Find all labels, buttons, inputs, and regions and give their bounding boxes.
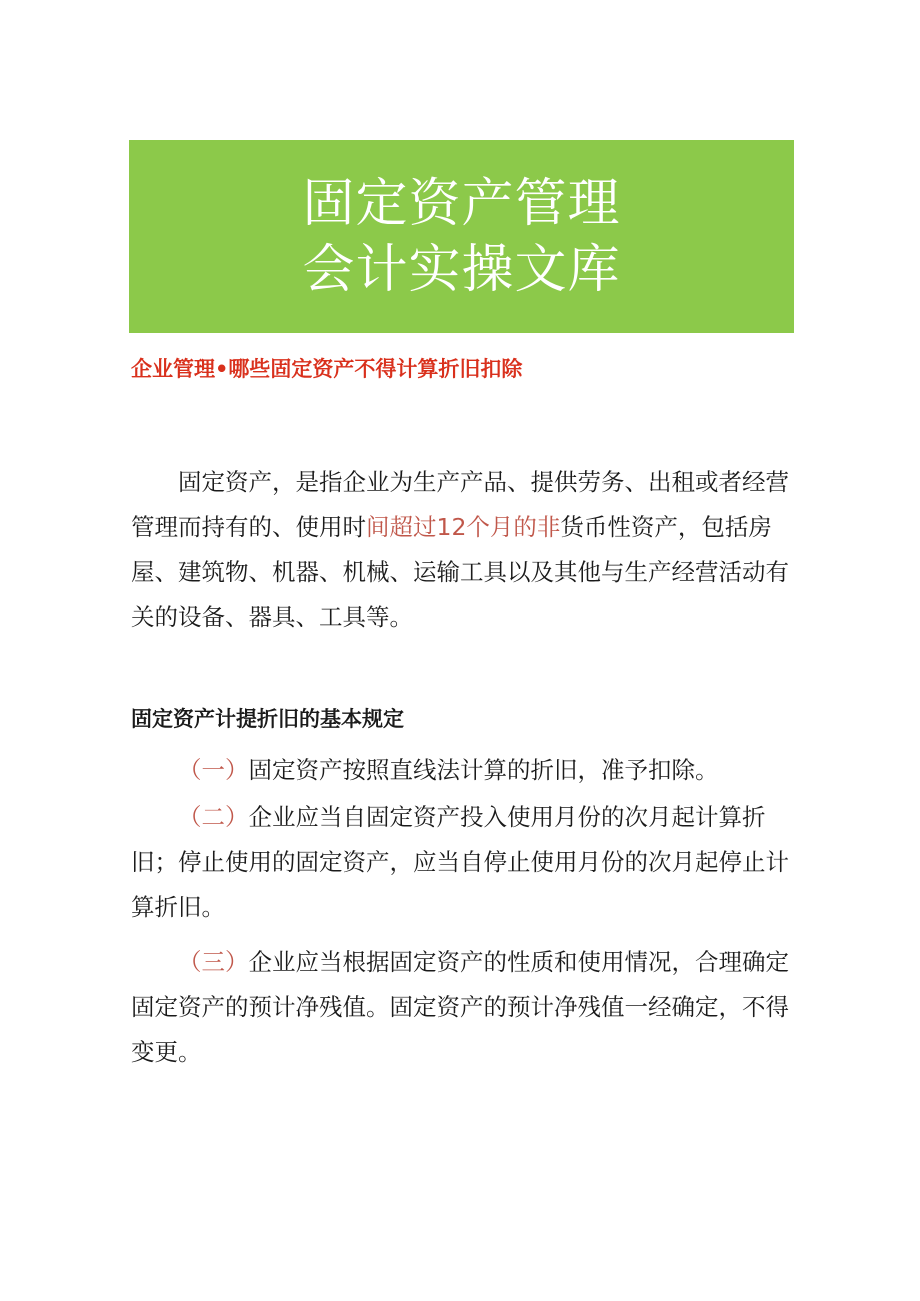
intro-text-part-1: 固定资产，是指企业为生产产品、提供劳务、出租或者经营管理而持有的、使用时 [131,468,789,541]
header-banner [129,140,794,333]
banner-title-line-1: 固定资产管理 [302,173,621,234]
rule-item [131,940,793,1075]
rule-text: 企业应当根据固定资产的性质和使用情况，合理确定固定资产的预计净残值。固定资产的预计净残值一经确定，不得变更。 [131,948,789,1066]
rule-number: （一） [178,756,249,784]
banner-title-line-2: 会计实操文库 [302,239,621,300]
intro-text-part-2: 货币性资产，包括房屋、建筑物、机器、机械、运输工具以及其他与生产经营活动有关的设备、器具、工具等。 [131,513,789,631]
rule-item [131,748,793,793]
intro-highlight: 间超过12个月的非 [366,513,561,541]
rule-text: 固定资产按照直线法计算的折旧，准予扣除。 [248,756,719,784]
intro-paragraph [131,460,793,640]
section-heading: 固定资产计提折旧的基本规定 [131,707,404,731]
document-title: 企业管理•哪些固定资产不得计算折旧扣除 [131,357,523,381]
rule-text: 企业应当自固定资产投入使用月份的次月起计算折旧；停止使用的固定资产，应当自停止使用月份的次月起停止计算折旧。 [131,803,789,921]
rule-item [131,795,793,930]
rule-number: （二） [178,803,249,831]
rule-number: （三） [178,948,249,976]
